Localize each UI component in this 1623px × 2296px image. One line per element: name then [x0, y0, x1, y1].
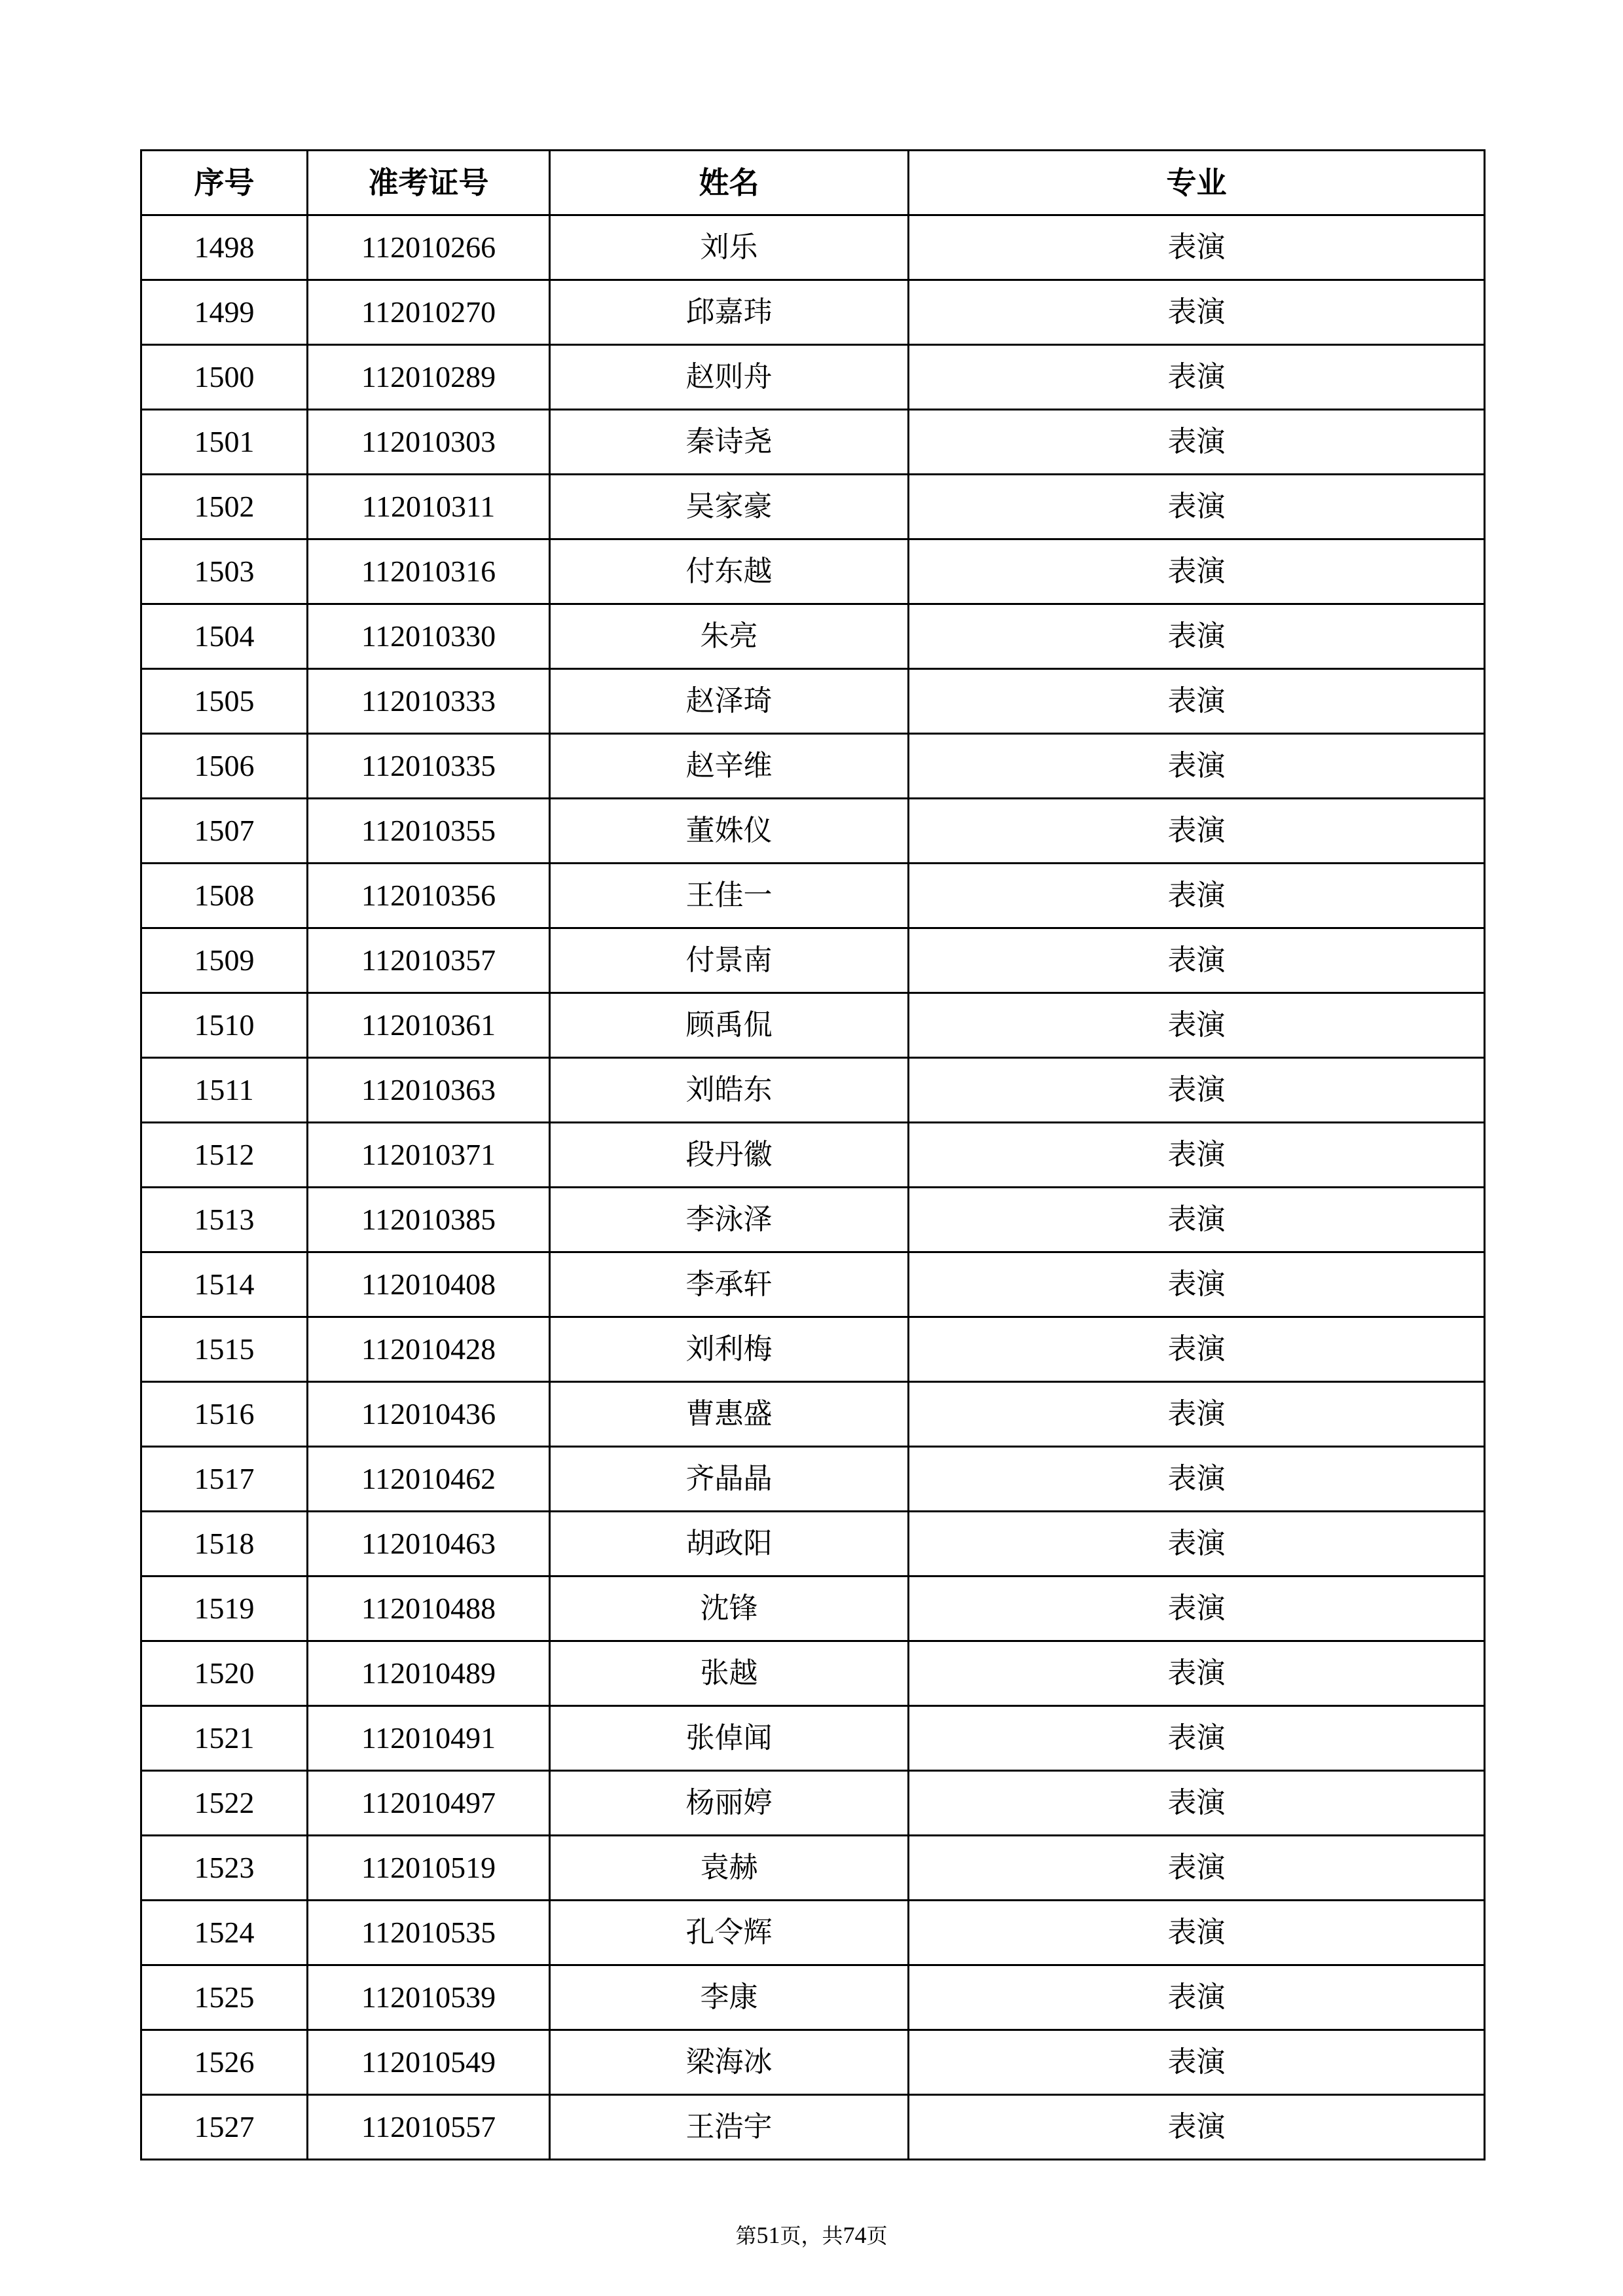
cell-exam-id: 112010497 — [308, 1771, 550, 1836]
page-footer — [0, 2219, 1623, 2250]
cell-exam-id: 112010408 — [308, 1252, 550, 1317]
table-row — [141, 1252, 1485, 1317]
roster-table — [140, 149, 1486, 2160]
cell-name: 王浩宇 — [550, 2095, 909, 2160]
cell-major: 表演 — [909, 734, 1485, 799]
cell-index: 1520 — [141, 1641, 308, 1706]
cell-name: 吴家豪 — [550, 475, 909, 539]
cell-major: 表演 — [909, 345, 1485, 410]
cell-name: 董姝仪 — [550, 799, 909, 864]
cell-index: 1522 — [141, 1771, 308, 1836]
cell-major: 表演 — [909, 928, 1485, 993]
cell-index: 1502 — [141, 475, 308, 539]
cell-index: 1521 — [141, 1706, 308, 1771]
cell-exam-id: 112010489 — [308, 1641, 550, 1706]
cell-exam-id: 112010270 — [308, 280, 550, 345]
cell-name: 曹惠盛 — [550, 1382, 909, 1447]
cell-exam-id: 112010371 — [308, 1123, 550, 1188]
cell-exam-id: 112010330 — [308, 604, 550, 669]
cell-exam-id: 112010539 — [308, 1965, 550, 2030]
table-row — [141, 1382, 1485, 1447]
cell-index: 1500 — [141, 345, 308, 410]
cell-name: 孔令辉 — [550, 1901, 909, 1965]
cell-major: 表演 — [909, 993, 1485, 1058]
cell-major: 表演 — [909, 669, 1485, 734]
table-row — [141, 1123, 1485, 1188]
cell-exam-id: 112010316 — [308, 539, 550, 604]
cell-name: 李康 — [550, 1965, 909, 2030]
cell-major: 表演 — [909, 1901, 1485, 1965]
cell-name: 齐晶晶 — [550, 1447, 909, 1512]
table-row — [141, 604, 1485, 669]
table-row — [141, 864, 1485, 928]
cell-index: 1523 — [141, 1836, 308, 1901]
cell-index: 1505 — [141, 669, 308, 734]
cell-index: 1514 — [141, 1252, 308, 1317]
table-row — [141, 215, 1485, 280]
cell-index: 1519 — [141, 1576, 308, 1641]
cell-name: 沈锋 — [550, 1576, 909, 1641]
cell-index: 1516 — [141, 1382, 308, 1447]
footer-middle: 页，共 — [780, 2223, 843, 2248]
cell-major: 表演 — [909, 2095, 1485, 2160]
cell-major: 表演 — [909, 1836, 1485, 1901]
cell-index: 1501 — [141, 410, 308, 475]
cell-index: 1509 — [141, 928, 308, 993]
cell-name: 刘利梅 — [550, 1317, 909, 1382]
table-row — [141, 928, 1485, 993]
cell-index: 1506 — [141, 734, 308, 799]
cell-major: 表演 — [909, 1382, 1485, 1447]
cell-name: 李泳泽 — [550, 1188, 909, 1252]
cell-name: 袁赫 — [550, 1836, 909, 1901]
cell-major: 表演 — [909, 799, 1485, 864]
cell-index: 1508 — [141, 864, 308, 928]
table-row — [141, 1188, 1485, 1252]
cell-name: 邱嘉玮 — [550, 280, 909, 345]
cell-exam-id: 112010333 — [308, 669, 550, 734]
cell-index: 1513 — [141, 1188, 308, 1252]
cell-major: 表演 — [909, 1576, 1485, 1641]
cell-major: 表演 — [909, 604, 1485, 669]
cell-index: 1503 — [141, 539, 308, 604]
current-page-number: 51 — [756, 2222, 780, 2248]
header-name: 姓名 — [550, 151, 909, 215]
cell-major: 表演 — [909, 1512, 1485, 1576]
cell-index: 1504 — [141, 604, 308, 669]
cell-index: 1510 — [141, 993, 308, 1058]
cell-major: 表演 — [909, 864, 1485, 928]
cell-exam-id: 112010357 — [308, 928, 550, 993]
cell-exam-id: 112010361 — [308, 993, 550, 1058]
cell-exam-id: 112010428 — [308, 1317, 550, 1382]
cell-name: 付景南 — [550, 928, 909, 993]
cell-major: 表演 — [909, 1641, 1485, 1706]
cell-name: 段丹徽 — [550, 1123, 909, 1188]
cell-major: 表演 — [909, 1123, 1485, 1188]
cell-index: 1512 — [141, 1123, 308, 1188]
cell-index: 1515 — [141, 1317, 308, 1382]
table-row — [141, 669, 1485, 734]
cell-exam-id: 112010491 — [308, 1706, 550, 1771]
cell-exam-id: 112010311 — [308, 475, 550, 539]
cell-major: 表演 — [909, 280, 1485, 345]
cell-name: 赵则舟 — [550, 345, 909, 410]
cell-exam-id: 112010303 — [308, 410, 550, 475]
cell-name: 李承轩 — [550, 1252, 909, 1317]
table-row — [141, 1836, 1485, 1901]
cell-index: 1498 — [141, 215, 308, 280]
cell-name: 张倬闻 — [550, 1706, 909, 1771]
cell-exam-id: 112010355 — [308, 799, 550, 864]
cell-index: 1511 — [141, 1058, 308, 1123]
header-major: 专业 — [909, 151, 1485, 215]
cell-major: 表演 — [909, 410, 1485, 475]
table-row — [141, 280, 1485, 345]
cell-name: 刘皓东 — [550, 1058, 909, 1123]
cell-index: 1526 — [141, 2030, 308, 2095]
cell-index: 1518 — [141, 1512, 308, 1576]
table-row — [141, 1706, 1485, 1771]
cell-name: 付东越 — [550, 539, 909, 604]
table-row — [141, 2095, 1485, 2160]
table-row — [141, 539, 1485, 604]
table-row — [141, 1447, 1485, 1512]
cell-name: 顾禹侃 — [550, 993, 909, 1058]
table-row — [141, 1317, 1485, 1382]
table-row — [141, 1058, 1485, 1123]
cell-major: 表演 — [909, 1706, 1485, 1771]
table-row — [141, 1512, 1485, 1576]
table-row — [141, 993, 1485, 1058]
cell-name: 王佳一 — [550, 864, 909, 928]
table-body — [141, 215, 1485, 2160]
cell-exam-id: 112010289 — [308, 345, 550, 410]
cell-exam-id: 112010463 — [308, 1512, 550, 1576]
table-row — [141, 345, 1485, 410]
cell-exam-id: 112010462 — [308, 1447, 550, 1512]
cell-exam-id: 112010557 — [308, 2095, 550, 2160]
cell-name: 刘乐 — [550, 215, 909, 280]
cell-name: 秦诗尧 — [550, 410, 909, 475]
header-row — [141, 151, 1485, 215]
cell-major: 表演 — [909, 1447, 1485, 1512]
footer-prefix: 第 — [735, 2223, 757, 2248]
cell-major: 表演 — [909, 475, 1485, 539]
table-row — [141, 799, 1485, 864]
cell-major: 表演 — [909, 1965, 1485, 2030]
total-pages-number: 74 — [843, 2222, 867, 2248]
cell-major: 表演 — [909, 1317, 1485, 1382]
cell-exam-id: 112010549 — [308, 2030, 550, 2095]
cell-exam-id: 112010436 — [308, 1382, 550, 1447]
cell-index: 1525 — [141, 1965, 308, 2030]
cell-exam-id: 112010385 — [308, 1188, 550, 1252]
cell-index: 1527 — [141, 2095, 308, 2160]
cell-name: 胡政阳 — [550, 1512, 909, 1576]
cell-major: 表演 — [909, 1771, 1485, 1836]
cell-index: 1507 — [141, 799, 308, 864]
cell-major: 表演 — [909, 539, 1485, 604]
cell-exam-id: 112010488 — [308, 1576, 550, 1641]
cell-exam-id: 112010519 — [308, 1836, 550, 1901]
table-row — [141, 1901, 1485, 1965]
cell-major: 表演 — [909, 1252, 1485, 1317]
cell-major: 表演 — [909, 215, 1485, 280]
footer-suffix: 页 — [866, 2223, 888, 2248]
cell-name: 杨丽婷 — [550, 1771, 909, 1836]
cell-exam-id: 112010356 — [308, 864, 550, 928]
cell-name: 梁海冰 — [550, 2030, 909, 2095]
cell-exam-id: 112010363 — [308, 1058, 550, 1123]
cell-major: 表演 — [909, 2030, 1485, 2095]
cell-name: 张越 — [550, 1641, 909, 1706]
header-index: 序号 — [141, 151, 308, 215]
cell-exam-id: 112010535 — [308, 1901, 550, 1965]
table-row — [141, 1771, 1485, 1836]
cell-name: 赵泽琦 — [550, 669, 909, 734]
cell-major: 表演 — [909, 1188, 1485, 1252]
table-row — [141, 734, 1485, 799]
cell-exam-id: 112010266 — [308, 215, 550, 280]
cell-name: 赵辛维 — [550, 734, 909, 799]
cell-major: 表演 — [909, 1058, 1485, 1123]
cell-index: 1499 — [141, 280, 308, 345]
table-row — [141, 475, 1485, 539]
cell-exam-id: 112010335 — [308, 734, 550, 799]
cell-index: 1517 — [141, 1447, 308, 1512]
cell-name: 朱亮 — [550, 604, 909, 669]
table-row — [141, 2030, 1485, 2095]
table-row — [141, 1965, 1485, 2030]
cell-index: 1524 — [141, 1901, 308, 1965]
table-row — [141, 1576, 1485, 1641]
table-row — [141, 410, 1485, 475]
header-exam-id: 准考证号 — [308, 151, 550, 215]
table-row — [141, 1641, 1485, 1706]
